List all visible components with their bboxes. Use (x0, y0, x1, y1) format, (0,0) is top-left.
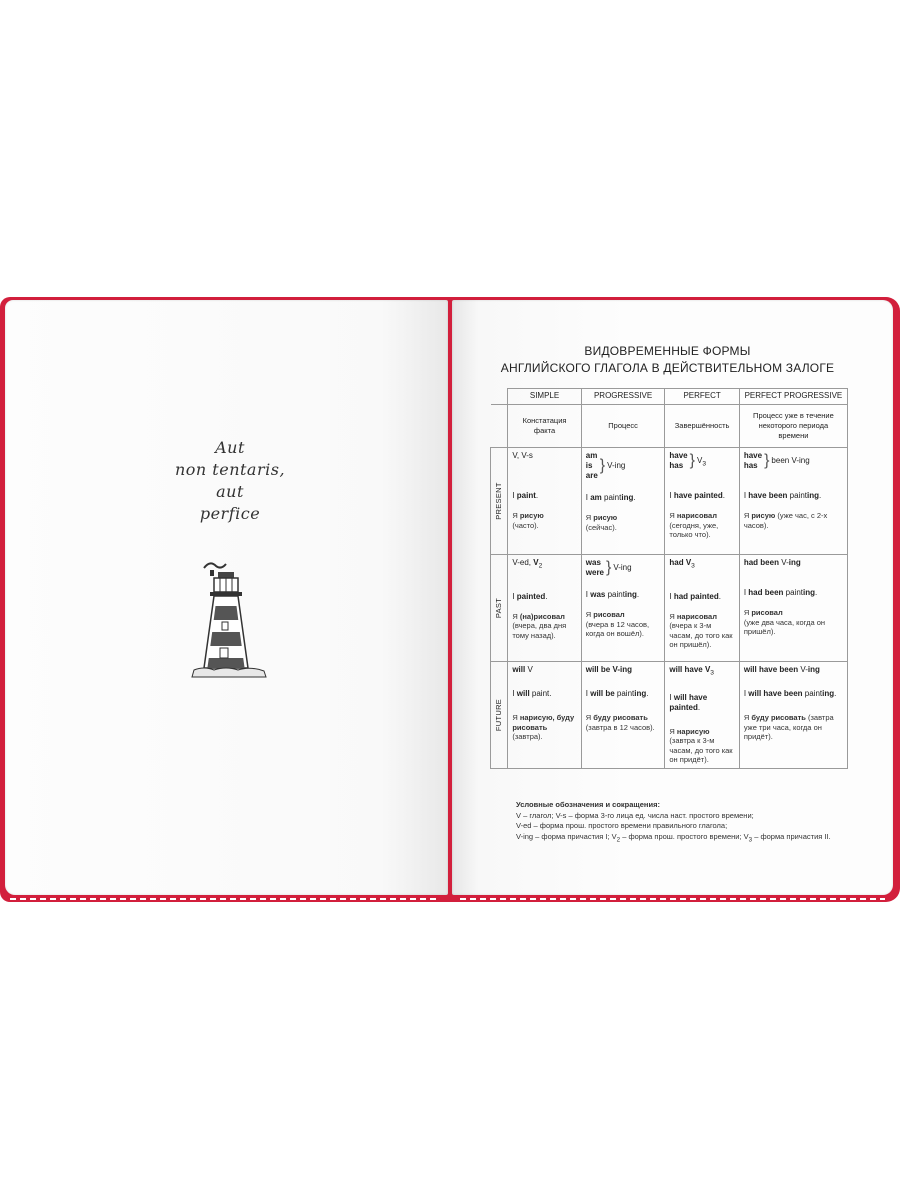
meaning-simple: Констатация факта (508, 405, 581, 448)
meaning-perfect-progressive: Процесс уже в течение некоторого периода времени (739, 405, 847, 448)
meaning-row (491, 405, 848, 448)
legend-heading: Условные обозначения и сокращения: (516, 800, 660, 809)
col-header-perfect: PERFECT (665, 389, 739, 405)
row-label-present: PRESENT (491, 448, 508, 555)
cover-stitching-right (460, 898, 885, 900)
cell-past-simple: V-ed, $V_2$ I painted. Я (на)рисовал (вчера, два дня тому назад). (508, 555, 581, 662)
cell-present-perfect-progressive: have has } been V-ing I have been painting. Я рисую (уже час, с 2-х часов). (739, 448, 847, 555)
cell-present-simple: V, V-s I paint. Я рисую (часто). (508, 448, 581, 555)
col-header-perfect-progressive: PERFECT PROGRESSIVE (739, 389, 847, 405)
legend (516, 800, 856, 846)
cell-past-perfect-progressive: had been V-ing I had been painting. Я рисовал (уже два часа, когда он пришёл). (739, 555, 847, 662)
cell-past-progressive: was were } V-ing I was painting. Я рисовал (вчера в 12 часов, когда он вошёл). (581, 555, 665, 662)
quote-line: perfice (199, 504, 261, 523)
cell-future-perfect-progressive: will have been V-ing I will have been painting. Я буду рисовать (завтра уже три часа, когда он придёт). (739, 662, 847, 769)
title-line-2: АНГЛИЙСКОГО ГЛАГОЛА В ДЕЙСТВИТЕЛЬНОМ ЗАЛОГЕ (500, 361, 835, 375)
meaning-progressive: Процесс (581, 405, 665, 448)
lighthouse-illustration (190, 560, 270, 685)
table-title (490, 343, 845, 377)
row-label-past: PAST (491, 555, 508, 662)
cell-present-perfect: have has } $V_3$ I have painted. Я нарисовал (сегодня, уже, только что). (665, 448, 739, 555)
row-present (491, 448, 848, 555)
legend-line: V-ed – форма прош. простого времени правильного глагола; (516, 821, 728, 830)
cell-present-progressive: am is are} V-ing I am painting. Я рисую (сейчас). (581, 448, 665, 555)
cover-stitching-left (10, 898, 440, 900)
title-line-1: ВИДОВРЕМЕННЫЕ ФОРМЫ (584, 344, 751, 358)
cell-future-simple: will V I will paint. Я нарисую, буду рисовать (завтра). (508, 662, 581, 769)
quote-line: non tentaris, (174, 460, 286, 479)
legend-line: V-ing – форма причастия I; $V_2$ – форма прош. простого времени; $V_3$ – форма причастия II. (516, 831, 831, 843)
cell-past-perfect: had $V_3$ I had painted. Я нарисовал (вчера к 3-м часам, до того как он пришёл). (665, 555, 739, 662)
quote-line: Aut (215, 438, 245, 457)
latin-quote (150, 437, 310, 525)
cell-future-progressive: will be V-ing I will be painting. Я буду рисовать (завтра в 12 часов). (581, 662, 665, 769)
legend-line: V – глагол; V-s – форма 3-го лица ед. числа наст. простого времени; (516, 810, 754, 820)
row-label-future: FUTURE (491, 662, 508, 769)
meaning-perfect: Завершённость (665, 405, 739, 448)
quote-line: aut (216, 482, 244, 501)
header-row (491, 389, 848, 405)
col-header-simple: SIMPLE (508, 389, 581, 405)
tense-table (490, 388, 848, 769)
cell-future-perfect: will have $V_3$ I will have painted. Я нарисую (завтра к 3-м часам, до того как он придёт). (665, 662, 739, 769)
row-past (491, 555, 848, 662)
col-header-progressive: PROGRESSIVE (581, 389, 665, 405)
row-future (491, 662, 848, 769)
